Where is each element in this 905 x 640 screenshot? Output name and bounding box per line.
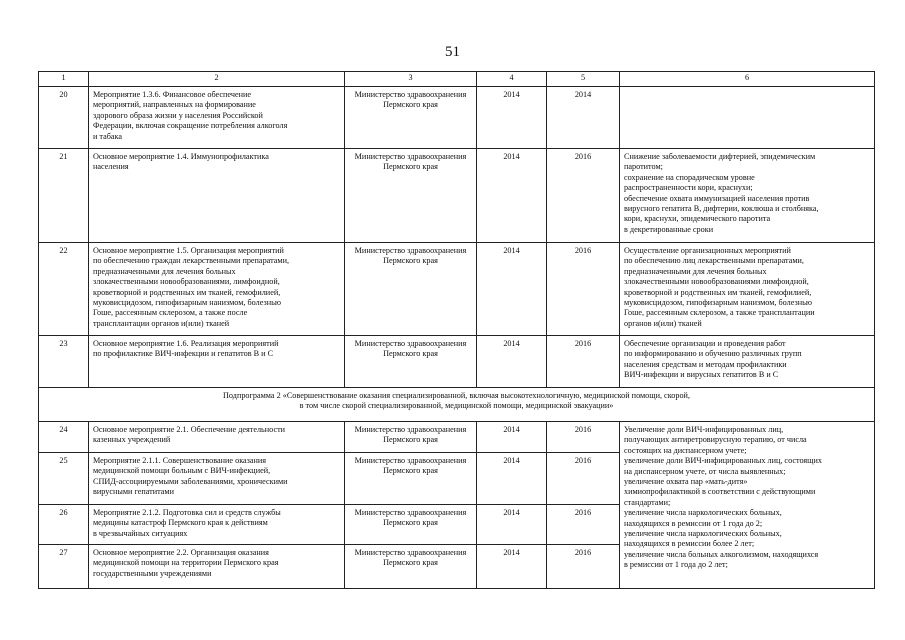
expected-result: Осуществление организационных мероприятий по обеспечению лиц лекарственными препаратами, предназначенными для лечения больных злокачественными новообразованиями лимфоидной, кроветворной и родственных им тканей, гемофилией, муковисцидозом, гипофизарным нанизмом, болезнью Гоше, рассеянным склерозом, а также трансплантации органов и(или) тканей	[620, 243, 875, 336]
table-row	[39, 87, 875, 149]
row-number: 25	[39, 453, 89, 505]
responsible-org: Министерство здравоохранения Пермского края	[345, 453, 477, 505]
measure-name: Мероприятие 1.3.6. Финансовое обеспечение мероприятий, направленных на формирование здорового образа жизни у населения Российской Федерации, включая сокращение потребления алкоголя и табака	[89, 87, 345, 149]
start-year: 2014	[477, 505, 547, 545]
table-row	[39, 243, 875, 336]
end-year: 2016	[547, 149, 620, 243]
expected-result: Снижение заболеваемости дифтерией, эпидемическим паротитом; сохранение на спорадическом уровне распространенности кори, краснухи; обеспечение охвата иммунизацией населения против вирусного гепатита В, дифтерии, коклюша и столбняка, кори, краснухи, эпидемического паротита в декретированные сроки	[620, 149, 875, 243]
row-number: 24	[39, 422, 89, 453]
subprogram-row	[39, 388, 875, 422]
end-year: 2016	[547, 422, 620, 453]
column-number: 5	[547, 72, 620, 87]
row-number: 27	[39, 545, 89, 589]
measure-name: Основное мероприятие 2.1. Обеспечение деятельности казенных учреждений	[89, 422, 345, 453]
responsible-org: Министерство здравоохранения Пермского края	[345, 243, 477, 336]
end-year: 2016	[547, 336, 620, 388]
start-year: 2014	[477, 87, 547, 149]
end-year: 2016	[547, 505, 620, 545]
subprogram-title: Подпрограмма 2 «Совершенствование оказания специализированной, включая высокотехнологичную, медицинской помощи, скорой, в том числе скорой специализированной, медицинской помощи, медицинской эвакуации»	[39, 388, 875, 422]
measure-name: Мероприятие 2.1.1. Совершенствование оказания медицинской помощи больным с ВИЧ-инфекцией, СПИД-ассоциируемыми заболеваниями, хроническими вирусными гепатитами	[89, 453, 345, 505]
start-year: 2014	[477, 545, 547, 589]
end-year: 2016	[547, 243, 620, 336]
column-number-row	[39, 72, 875, 87]
start-year: 2014	[477, 336, 547, 388]
measure-name: Основное мероприятие 1.6. Реализация мероприятий по профилактике ВИЧ-инфекции и гепатитов В и С	[89, 336, 345, 388]
measure-name: Мероприятие 2.1.2. Подготовка сил и средств службы медицины катастроф Пермского края к действиям в чрезвычайных ситуациях	[89, 505, 345, 545]
row-number: 26	[39, 505, 89, 545]
column-number: 6	[620, 72, 875, 87]
table-row	[39, 422, 875, 453]
table-row	[39, 336, 875, 388]
responsible-org: Министерство здравоохранения Пермского края	[345, 149, 477, 243]
row-number: 21	[39, 149, 89, 243]
end-year: 2014	[547, 87, 620, 149]
column-number: 1	[39, 72, 89, 87]
expected-result	[620, 87, 875, 149]
responsible-org: Министерство здравоохранения Пермского края	[345, 87, 477, 149]
column-number: 2	[89, 72, 345, 87]
measure-name: Основное мероприятие 2.2. Организация оказания медицинской помощи на территории Пермского края государственными учреждениями	[89, 545, 345, 589]
column-number: 3	[345, 72, 477, 87]
responsible-org: Министерство здравоохранения Пермского края	[345, 545, 477, 589]
page-number: 51	[445, 44, 460, 60]
responsible-org: Министерство здравоохранения Пермского края	[345, 422, 477, 453]
row-number: 23	[39, 336, 89, 388]
responsible-org: Министерство здравоохранения Пермского края	[345, 336, 477, 388]
column-number: 4	[477, 72, 547, 87]
table-row	[39, 149, 875, 243]
row-number: 22	[39, 243, 89, 336]
measure-name: Основное мероприятие 1.5. Организация мероприятий по обеспечению граждан лекарственными препаратами, предназначенными для лечения больных злокачественными новообразованиями, лимфоидной, кроветворной и родственных им тканей, гемофилией, муковисцидозом, гипофизарным нанизмом, болезнью Гоше, рассеянным склерозом, а также после трансплантации органов и(или) тканей	[89, 243, 345, 336]
start-year: 2014	[477, 149, 547, 243]
end-year: 2016	[547, 453, 620, 505]
expected-result: Обеспечение организации и проведения работ по информированию и обучению различных групп населения средствам и методам профилактики ВИЧ-инфекции и вирусных гепатитов В и С	[620, 336, 875, 388]
end-year: 2016	[547, 545, 620, 589]
measure-name: Основное мероприятие 1.4. Иммунопрофилактика населения	[89, 149, 345, 243]
start-year: 2014	[477, 453, 547, 505]
responsible-org: Министерство здравоохранения Пермского края	[345, 505, 477, 545]
start-year: 2014	[477, 243, 547, 336]
row-number: 20	[39, 87, 89, 149]
expected-result-merged: Увеличение доли ВИЧ-инфицированных лиц, получающих антиретровирусную терапию, от числа состоящих на диспансерном учете; увеличение доли ВИЧ-инфицированных лиц, состоящих на диспансерном учете, от числа выявленных; увеличение охвата пар «мать-дитя» химиопрофилактикой в соответствии с действующими стандартами; увеличение числа наркологических больных, находящихся в ремиссии от 1 года до 2; увеличение числа наркологических больных, находящихся в ремиссии более 2 лет; увеличение числа больных алкоголизмом, находящихся в ремиссии от 1 года до 2 лет;	[620, 422, 875, 589]
measures-table	[38, 71, 875, 589]
start-year: 2014	[477, 422, 547, 453]
